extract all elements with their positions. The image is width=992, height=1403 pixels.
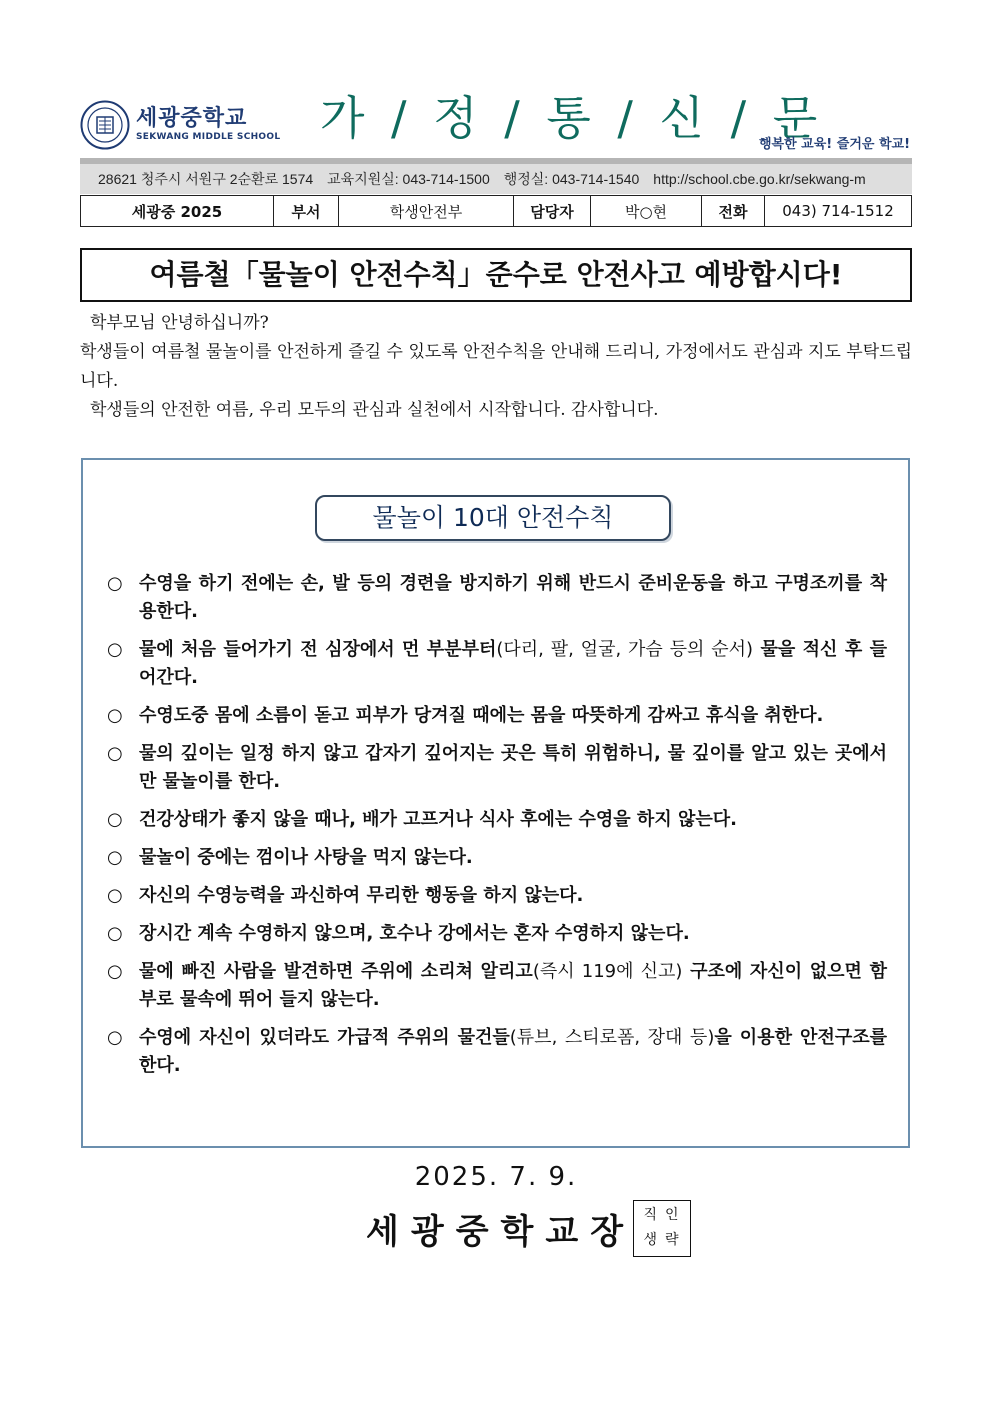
stamp-line-1: 직인 xyxy=(643,1207,687,1223)
rule-marker: ○ xyxy=(107,885,123,906)
rule-text-continued: 물을 적신 후 들어간다. xyxy=(139,639,887,688)
rule-text-detail: (튜브, 스티로폼, 장대 등) xyxy=(509,1027,715,1048)
rule-text: 수영도중 몸에 소름이 돋고 피부가 당겨질 때에는 몸을 따뜻하게 감싸고 휴식을 취한다. xyxy=(139,705,824,726)
rule-text: 물의 깊이는 일정 하지 않고 갑자기 깊어지는 곳은 특히 위험하니, 물 깊이를 알고 있는 곳에서만 물놀이를 한다. xyxy=(139,743,887,792)
official-seal-omitted xyxy=(633,1200,691,1257)
school-name-korean: 세광중학교 xyxy=(136,106,248,131)
school-website-link[interactable]: http://school.cbe.go.kr/sekwang-m xyxy=(653,171,866,187)
rule-item xyxy=(107,1024,887,1080)
intro-text xyxy=(80,309,912,425)
rule-text-detail: (다리, 팔, 얼굴, 가슴 등의 순서) xyxy=(496,639,754,660)
intro-greeting: 학부모님 안녕하십니까? xyxy=(90,313,269,333)
rule-marker: ○ xyxy=(107,923,123,944)
rule-text: 수영을 하기 전에는 손, 발 등의 경련을 방지하기 위해 반드시 준비운동을 하고 구명조끼를 착용한다. xyxy=(139,573,887,622)
principal-signature: 세광중학교장 xyxy=(366,1212,636,1252)
rule-marker: ○ xyxy=(107,573,123,594)
doc-id: 세광중 2025 xyxy=(81,196,274,227)
rule-marker: ○ xyxy=(107,705,123,726)
document-info-table xyxy=(80,195,912,227)
admin-office-phone: 행정실: 043-714-1540 xyxy=(503,171,640,187)
rule-text: 물에 처음 들어가기 전 심장에서 먼 부분부터 xyxy=(139,639,497,660)
safety-rules-box xyxy=(81,458,910,1148)
rule-item xyxy=(107,958,887,1014)
rule-marker: ○ xyxy=(107,743,123,764)
school-seal-icon xyxy=(80,100,130,150)
school-logo xyxy=(80,100,280,150)
manager-label: 담당자 xyxy=(514,196,591,227)
rule-text-continued: 을 이용한 안전구조를 한다. xyxy=(139,1027,887,1076)
manager-value: 박○현 xyxy=(591,196,702,227)
school-address: 28621 청주시 서원구 2순환로 1574 xyxy=(98,171,314,187)
rule-text-continued: 구조에 자신이 없으면 함부로 물속에 뛰어 들지 않는다. xyxy=(139,961,887,1010)
rule-marker: ○ xyxy=(107,847,123,868)
rule-text: 건강상태가 좋지 않을 때나, 배가 고프거나 식사 후에는 수영을 하지 않는다. xyxy=(139,809,737,830)
rule-item xyxy=(107,702,887,730)
rule-text-detail: (즉시 119에 신고) xyxy=(532,961,683,982)
stamp-line-2: 생략 xyxy=(643,1232,687,1248)
rule-text: 자신의 수영능력을 과신하여 무리한 행동을 하지 않는다. xyxy=(139,885,584,906)
rules-list xyxy=(107,570,887,1090)
address-bar xyxy=(80,158,912,194)
rule-text: 물에 빠진 사람을 발견하면 주위에 소리쳐 알리고 xyxy=(139,961,533,982)
rule-marker: ○ xyxy=(107,639,123,660)
rule-marker: ○ xyxy=(107,809,123,830)
rule-item xyxy=(107,920,887,948)
notice-date: 2025. 7. 9. xyxy=(414,1162,578,1192)
rule-item xyxy=(107,570,887,626)
rule-text: 물놀이 중에는 껌이나 사탕을 먹지 않는다. xyxy=(139,847,473,868)
intro-body: 학생들이 여름철 물놀이를 안전하게 즐길 수 있도록 안전수칙을 안내해 드리니, 가정에서도 관심과 지도 부탁드립니다. xyxy=(80,342,912,391)
rule-text: 장시간 계속 수영하지 않으며, 호수나 강에서는 혼자 수영하지 않는다. xyxy=(139,923,690,944)
intro-closing: 학생들의 안전한 여름, 우리 모두의 관심과 실천에서 시작합니다. 감사합니다. xyxy=(90,400,659,420)
rule-item xyxy=(107,636,887,692)
rule-item xyxy=(107,740,887,796)
rule-marker: ○ xyxy=(107,961,123,982)
rule-item xyxy=(107,882,887,910)
rule-item xyxy=(107,806,887,834)
dept-label: 부서 xyxy=(274,196,339,227)
dept-value: 학생안전부 xyxy=(339,196,514,227)
school-slogan: 행복한 교육! 즐거운 학교! xyxy=(758,137,910,152)
phone-value: 043) 714-1512 xyxy=(765,196,912,227)
rule-text: 수영에 자신이 있더라도 가급적 주위의 물건들 xyxy=(139,1027,510,1048)
school-name-english: SEKWANG MIDDLE SCHOOL xyxy=(136,132,281,142)
rules-title: 물놀이 10대 안전수칙 xyxy=(315,495,671,541)
rule-marker: ○ xyxy=(107,1027,123,1048)
rule-item xyxy=(107,844,887,872)
page-title: 가 / 정 / 통 / 신 / 문 xyxy=(320,91,824,145)
academic-office-phone: 교육지원실: 043-714-1500 xyxy=(327,171,490,187)
phone-label: 전화 xyxy=(702,196,765,227)
notice-headline: 여름철「물놀이 안전수칙」준수로 안전사고 예방합시다! xyxy=(80,248,912,302)
